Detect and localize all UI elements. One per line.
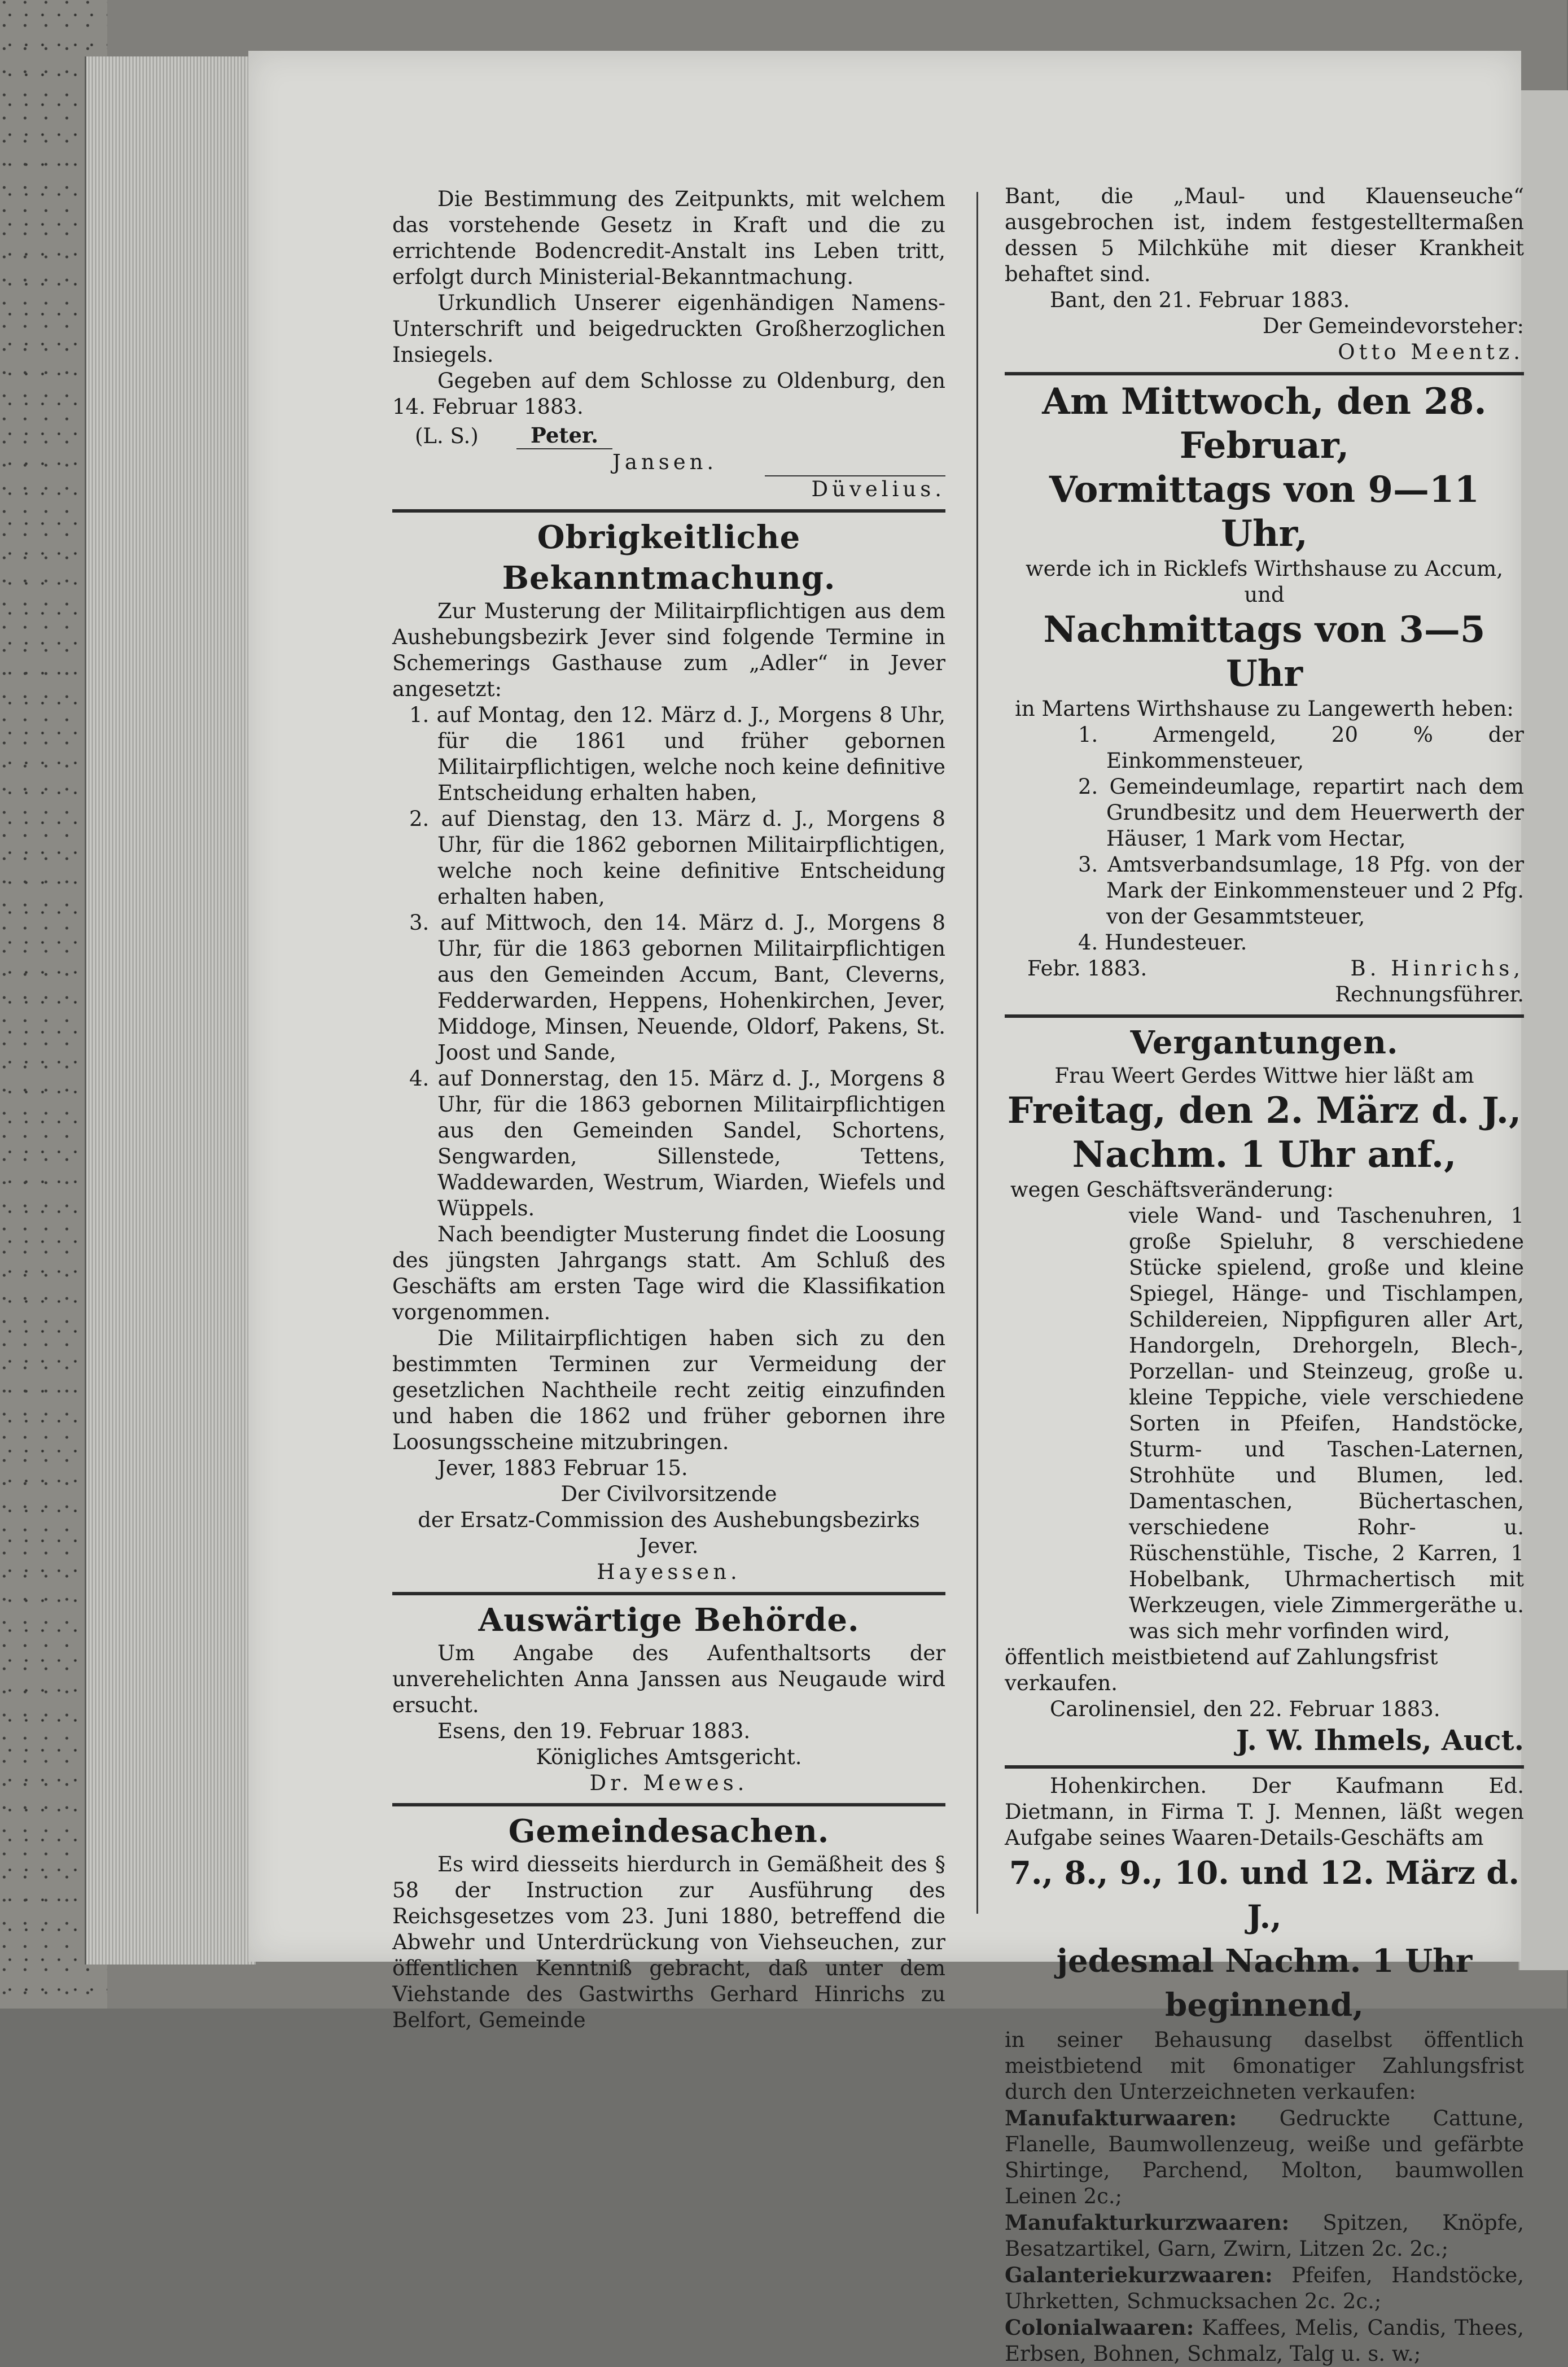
signature-jansen: Jansen. xyxy=(612,450,718,474)
section-rule xyxy=(392,509,945,513)
ausw-date: Esens, den 19. Februar 1883. xyxy=(437,1719,751,1743)
law-paragraph-3: Gegeben auf dem Schlosse zu Oldenburg, den 14. Februar 1883. xyxy=(392,369,945,419)
goods-value-2: Spitzen, Knöpfe, Besatzartikel, Garn, Zwirn, Litzen 2c. 2c.; xyxy=(1005,2211,1524,2261)
goods-value-1: Gedruckte Cattune, Flanelle, Baumwollenzeug, weiße und gefärbte Shirtinge, Parchend, Molton, baumwollen Leinen 2c.; xyxy=(1005,2106,1524,2208)
verg-heading-time: Nachm. 1 Uhr anf., xyxy=(1072,1134,1457,1176)
hohen-text: Hohenkirchen. Der Kaufmann Ed. Dietmann, in Firma T. J. Mennen, läßt wegen Aufgabe seines Waaren-Details-Geschäfts am xyxy=(1005,1774,1524,1850)
section-rule xyxy=(392,1803,945,1806)
tax-item-2: 2. Gemeindeumlage, repartirt nach dem Grundbesitz und dem Heuerwerth der Häuser, 1 Mark vom Hectar, xyxy=(1078,775,1524,851)
obrig-paragraph-1: Nach beendigter Musterung findet die Loosung des jüngsten Jahrgangs statt. Am Schluß des Geschäfts am ersten Tage wird die Klassifikation vorgenommen. xyxy=(392,1222,945,1324)
verg-date: Carolinensiel, den 22. Februar 1883. xyxy=(1050,1697,1440,1721)
goods-label-2: Manufakturkurzwaaren: xyxy=(1005,2210,1290,2235)
tax-item-1: 1. Armengeld, 20 % der Einkommensteuer, xyxy=(1078,723,1524,773)
obrig-item-2: 2. auf Dienstag, den 13. März d. J., Morgens 8 Uhr, für die 1862 gebornen Militairpflichtigen, welche noch keine definitive Entscheidung erhalten haben, xyxy=(409,807,945,909)
goods-entry-4 xyxy=(1005,2315,1524,2367)
right-column xyxy=(1005,183,1524,2367)
section-rule xyxy=(1005,372,1524,375)
obrig-signature-3: Hayessen. xyxy=(597,1560,741,1584)
left-column xyxy=(392,186,945,2033)
obrig-intro: Zur Musterung der Militairpflichtigen aus dem Aushebungsbezirk Jever sind folgende Termine in Schemerings Gasthause zum „Adler“ in Jever angesetzt: xyxy=(392,599,945,701)
obrig-signature-1: Der Civilvorsitzende xyxy=(560,1482,777,1506)
ausw-signature-1: Königliches Amtsgericht. xyxy=(536,1745,802,1769)
tax-line-2: in Martens Wirthshause zu Langewerth heben: xyxy=(1015,697,1514,721)
column-divider xyxy=(976,192,978,1914)
tax-item-4: 4. Hundesteuer. xyxy=(1078,930,1247,955)
section-rule xyxy=(1005,1765,1524,1769)
tax-date: Febr. 1883. xyxy=(1027,956,1147,981)
ausw-heading: Auswärtige Behörde. xyxy=(478,1602,860,1639)
goods-entry-2 xyxy=(1005,2210,1524,2262)
tax-signature-2: Rechnungsführer. xyxy=(1335,982,1524,1007)
section-rule xyxy=(392,1592,945,1595)
tax-heading-1: Am Mittwoch, den 28. Februar, xyxy=(1042,380,1487,467)
obrig-paragraph-2: Die Militairpflichtigen haben sich zu den bestimmten Terminen zur Vermeidung der gesetzlichen Nachtheile recht zeitig einzufinden und haben die 1862 und früher gebornen ihre Loosungsscheine mitzubringen. xyxy=(392,1326,945,1454)
bant-signature-2: Otto Meentz. xyxy=(1338,340,1524,364)
tax-line-1: werde ich in Ricklefs Wirthshause zu Accum, und xyxy=(1025,557,1504,607)
obrig-item-4: 4. auf Donnerstag, den 15. März d. J., Morgens 8 Uhr, für die 1863 gebornen Militairpflichtigen aus den Gemeinden Sandel, Schortens, Sengwarden, Sillenstede, Tettens, Waddewarden, Westrum, Wiarden, Wiefels und Wüppels. xyxy=(409,1066,945,1220)
tax-item-3: 3. Amtsverbandsumlage, 18 Pfg. von der Mark der Einkommensteuer und 2 Pfg. von der Gesammtsteuer, xyxy=(1078,852,1524,929)
verg-line-2: wegen Geschäftsveränderung: xyxy=(1010,1178,1334,1202)
verg-heading-date: Freitag, den 2. März d. J., xyxy=(1007,1090,1522,1132)
goods-value-3: Pfeifen, Handstöcke, Uhrketten, Schmucksachen 2c. 2c.; xyxy=(1005,2263,1524,2313)
seal-mark: (L. S.) xyxy=(415,424,479,448)
goods-entry-3 xyxy=(1005,2262,1524,2315)
verg-heading: Vergantungen. xyxy=(1130,1024,1399,1061)
obrig-item-1: 1. auf Montag, den 12. März d. J., Morgens 8 Uhr, für die 1861 und früher gebornen Militairpflichtigen, welche noch keine definitive Entscheidung erhalten haben, xyxy=(409,703,945,805)
gemeinde-text: Es wird diesseits hierdurch in Gemäßheit des § 58 der Instruction zur Ausführung des Reichsgesetzes vom 23. Juni 1880, betreffend die Abwehr und Unterdrückung von Viehseuchen, zur öffentlichen Kenntniß gebracht, daß unter dem Viehstande des Gastwirths Gerhard Hinrichs zu Belfort, Gemeinde xyxy=(392,1852,945,2032)
bant-signature-1: Der Gemeindevorsteher: xyxy=(1262,314,1524,338)
verg-signature: J. W. Ihmels, Auct. xyxy=(1236,1723,1524,1757)
obrig-item-3: 3. auf Mittwoch, den 14. März d. J., Morgens 8 Uhr, für die 1863 gebornen Militairpflichtigen aus den Gemeinden Accum, Bant, Cleverns, Fedderwarden, Heppens, Hohenkirchen, Jever, Middoge, Minsen, Neuende, Oldorf, Pakens, St. Joost und Sande, xyxy=(409,911,945,1065)
verg-line-1: Frau Weert Gerdes Wittwe hier läßt am xyxy=(1054,1064,1474,1088)
verg-item-list: viele Wand- und Taschenuhren, 1 große Spieluhr, 8 verschiedene Stücke spielend, große und kleine Spiegel, Hänge- und Tischlampen, Schildereien, Nippfiguren aller Art, Handorgeln, Drehorgeln, Blech-, Porzellan- und Steinzeug, große u. kleine Teppiche, viele verschiedene Sorten in Pfeifen, Handstöcke, Sturm- und Taschen-Laternen, Strohhüte und Blumen, led. Damentaschen, Büchertaschen, verschiedene Rohr- u. Rüschenstühle, Tische, 2 Karren, 1 Hobelbank, Uhrmachertisch mit Werkzeugen, viele Zimmergeräthe u. was sich mehr vorfinden wird, xyxy=(1129,1204,1524,1643)
obrig-signature-2: der Ersatz-Commission des Aushebungsbezirks Jever. xyxy=(418,1508,920,1558)
signature-duevelius: Düvelius. xyxy=(765,475,945,502)
signature-peter: Peter. xyxy=(516,422,612,449)
goods-label-4: Colonialwaaren: xyxy=(1005,2315,1194,2340)
bant-continuation: Bant, die „Maul- und Klauenseuche“ ausgebrochen ist, indem festgestelltermaßen dessen 5 Milchkühe mit dieser Krankheit behaftet sind. xyxy=(1005,184,1524,286)
ausw-text: Um Angabe des Aufenthaltsorts der unverehelichten Anna Janssen aus Neugaude wird ersucht. xyxy=(392,1641,945,1717)
page-edges xyxy=(85,56,256,1965)
binding-edge xyxy=(1518,90,1568,1970)
ausw-signature-2: Dr. Mewes. xyxy=(589,1771,748,1795)
goods-label-1: Manufakturwaaren: xyxy=(1005,2106,1237,2130)
obrig-heading: Obrigkeitliche Bekanntmachung. xyxy=(502,519,836,597)
goods-entry-1 xyxy=(1005,2105,1524,2210)
hohen-heading-time: jedesmal Nachm. 1 Uhr beginnend, xyxy=(1056,1942,1473,2024)
hohen-heading-dates: 7., 8., 9., 10. und 12. März d. J., xyxy=(1009,1854,1519,1936)
law-paragraph-1: Die Bestimmung des Zeitpunkts, mit welchem das vorstehende Gesetz in Kraft und die zu errichtende Bodencredit-Anstalt ins Leben tritt, erfolgt durch Ministerial-Bekanntmachung. xyxy=(392,187,945,289)
obrig-date: Jever, 1883 Februar 15. xyxy=(437,1456,688,1480)
gemeinde-heading: Gemeindesachen. xyxy=(508,1813,830,1850)
goods-label-3: Galanteriekurzwaaren: xyxy=(1005,2263,1273,2287)
verg-line-3: öffentlich meistbietend auf Zahlungsfrist verkaufen. xyxy=(1005,1645,1438,1695)
tax-signature-1: B. Hinrichs, xyxy=(1350,956,1524,981)
section-rule xyxy=(1005,1014,1524,1018)
hohen-text-2: in seiner Behausung daselbst öffentlich meistbietend mit 6monatiger Zahlungsfrist durch den Unterzeichneten verkaufen: xyxy=(1005,2028,1524,2104)
bant-date: Bant, den 21. Februar 1883. xyxy=(1050,288,1350,312)
law-paragraph-2: Urkundlich Unserer eigenhändigen Namens-Unterschrift und beigedruckten Großherzoglichen Insiegels. xyxy=(392,291,945,367)
tax-heading-2: Vormittags von 9—11 Uhr, xyxy=(1049,469,1480,555)
tax-heading-3: Nachmittags von 3—5 Uhr xyxy=(1043,609,1486,695)
goods-value-4: Kaffees, Melis, Candis, Thees, Erbsen, Bohnen, Schmalz, Talg u. s. w.; xyxy=(1005,2316,1524,2366)
